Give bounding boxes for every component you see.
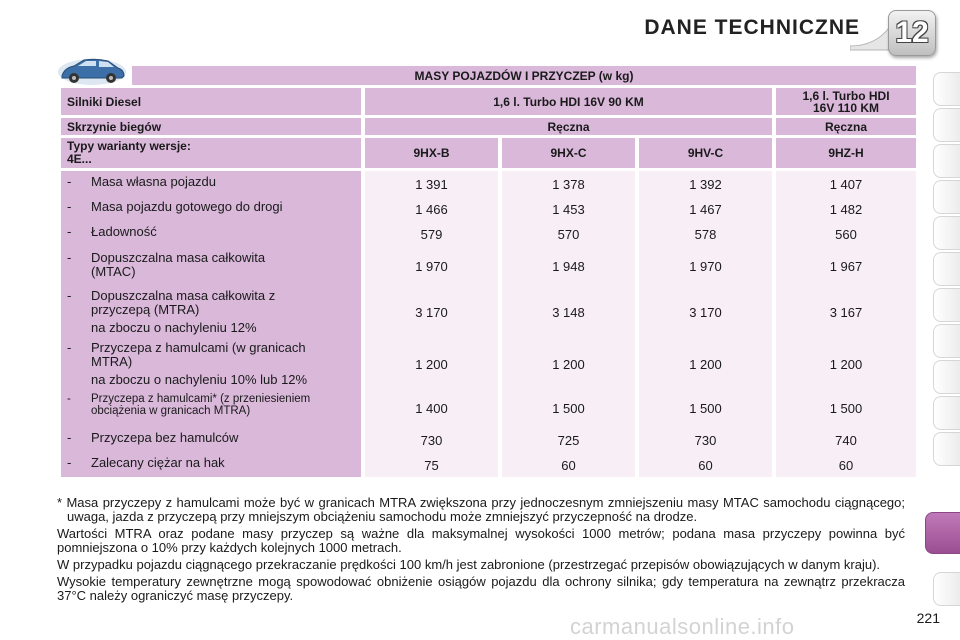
value-cell: 3 170 xyxy=(689,305,722,320)
row-label-text xyxy=(91,200,355,214)
row-dash: - xyxy=(67,224,72,239)
page-number: 221 xyxy=(916,610,940,626)
row-label xyxy=(67,251,355,279)
footnote: * Masa przyczepy z hamulcami może być w granicach MTRA zwiększona przy jednoczesnym zmniejszeniu masy MTAC samochodu ciągnącego; uwaga, jazda z przyczepą przy mniejszym obciążeniu samochodu może zmniejszyć przyczepność na drodze. xyxy=(57,495,905,524)
type-header: 9HV-C xyxy=(639,138,772,168)
value-cell: 1 392 xyxy=(689,177,722,192)
row-dash: - xyxy=(67,455,72,470)
engine-2-line1: 1,6 l. Turbo HDI xyxy=(802,88,890,103)
note-paragraph: Wartości MTRA oraz podane masy przyczep są ważne dla maksymalnej wysokości 1000 metrów; podana masa przyczepy powinna być pomniejszona o 10% przy każdych kolejnych 1000 metrach. xyxy=(57,526,905,555)
chapter-tab[interactable] xyxy=(933,252,960,286)
row-label xyxy=(67,175,355,189)
row-label-line: Przyczepa z hamulcami* (z przeniesieniem xyxy=(91,393,311,405)
row-label-line: na zboczu o nachyleniu 10% lub 12% xyxy=(91,372,308,387)
chapter-tab[interactable] xyxy=(933,324,960,358)
value-cell: 570 xyxy=(557,227,580,242)
value-cell: 1 482 xyxy=(829,202,863,217)
row-label-line: Dopuszczalna masa całkowita xyxy=(91,250,266,265)
row-label xyxy=(67,393,355,417)
row-label-text xyxy=(91,456,355,470)
value-cell: 1 200 xyxy=(689,357,722,372)
value-cell: 3 170 xyxy=(415,305,448,320)
chapter-tab[interactable] xyxy=(933,432,960,466)
value-cell: 75 xyxy=(424,458,439,473)
row-dash: - xyxy=(67,250,72,265)
row-label xyxy=(67,431,355,445)
value-cell: 3 148 xyxy=(552,305,585,320)
value-cell: 579 xyxy=(420,227,443,242)
chapter-tab[interactable] xyxy=(933,288,960,322)
value-cell: 1 407 xyxy=(829,177,863,192)
chapter-tab[interactable] xyxy=(933,216,960,250)
value-cell: 1 200 xyxy=(829,357,863,372)
row-label-line: Ładowność xyxy=(91,224,157,239)
row-label-text xyxy=(91,175,355,189)
gearbox-2: Ręczna xyxy=(776,118,916,135)
chapter-badge: 12 xyxy=(888,10,936,56)
row-label-line: Masa własna pojazdu xyxy=(91,174,217,189)
row-label-text xyxy=(91,341,355,387)
value-cell: 560 xyxy=(835,227,857,242)
values-column xyxy=(365,171,498,477)
types-label xyxy=(61,138,361,168)
note-paragraph: Wysokie temperatury zewnętrzne mogą spowodować obniżenie osiągów pojazdu dla ochrony silnika; gdy temperatura na zewnątrz przekracza 37°C należy ograniczyć masę przyczepy. xyxy=(57,574,905,603)
chapter-tab[interactable] xyxy=(933,108,960,142)
gearbox-label: Skrzynie biegów xyxy=(61,118,361,135)
value-cell: 1 200 xyxy=(552,357,585,372)
engine-2 xyxy=(776,88,916,115)
page-header xyxy=(0,0,960,58)
value-cell: 1 970 xyxy=(689,259,722,274)
values-column xyxy=(776,171,916,477)
section-title: DANE TECHNICZNE xyxy=(644,16,860,39)
type-header: 9HX-C xyxy=(502,138,635,168)
row-label-line: MTRA) xyxy=(91,354,133,369)
row-label xyxy=(67,225,355,239)
row-dash: - xyxy=(67,288,72,303)
chapter-tab[interactable] xyxy=(933,72,960,106)
row-label-text xyxy=(91,251,355,279)
types-label-line1: Typy warianty wersje: xyxy=(67,139,191,153)
row-label-line: Zalecany ciężar na hak xyxy=(91,455,225,470)
row-dash: - xyxy=(67,393,71,405)
value-cell: 60 xyxy=(838,458,854,473)
row-label-line: Przyczepa bez hamulców xyxy=(91,430,239,445)
value-cell: 740 xyxy=(835,433,857,448)
value-cell: 730 xyxy=(694,433,717,448)
value-cell: 1 400 xyxy=(415,401,448,416)
type-header: 9HZ-H xyxy=(776,138,916,168)
row-label-line: Przyczepa z hamulcami (w granicach xyxy=(91,340,306,355)
icon-spacer xyxy=(61,66,128,85)
row-label-line: obciążenia w granicach MTRA) xyxy=(91,405,251,417)
row-label xyxy=(67,341,355,387)
types-label-line2: 4E... xyxy=(67,152,92,166)
engine-2-line2: 16V 110 KM xyxy=(812,100,880,115)
values-column xyxy=(502,171,635,477)
value-cell: 578 xyxy=(694,227,717,242)
gearbox-1: Ręczna xyxy=(365,118,772,135)
value-cell: 60 xyxy=(698,458,713,473)
chapter-tab[interactable] xyxy=(933,144,960,178)
chapter-tab[interactable] xyxy=(933,396,960,430)
row-dash: - xyxy=(67,199,72,214)
value-cell: 3 167 xyxy=(829,305,863,320)
row-dash: - xyxy=(67,340,72,355)
value-cell: 1 500 xyxy=(689,401,722,416)
engine-1: 1,6 l. Turbo HDI 16V 90 KM xyxy=(365,88,772,115)
value-cell: 1 378 xyxy=(552,177,585,192)
row-label xyxy=(67,456,355,470)
row-label-text xyxy=(91,289,355,335)
row-label-line: na zboczu o nachyleniu 12% xyxy=(91,320,257,335)
notes-section xyxy=(57,496,905,606)
chapter-tab[interactable] xyxy=(933,360,960,394)
chapter-tab-strip xyxy=(930,72,960,632)
value-cell: 1 453 xyxy=(552,202,585,217)
row-label-line: (MTAC) xyxy=(91,264,136,279)
value-cell: 725 xyxy=(557,433,580,448)
watermark: carmanualsonline.info xyxy=(570,614,795,639)
vehicle-weights-table xyxy=(57,63,905,480)
chapter-tab[interactable] xyxy=(933,180,960,214)
value-cell: 1 967 xyxy=(829,259,863,274)
value-cell: 1 948 xyxy=(552,259,585,274)
values-column xyxy=(639,171,772,477)
row-label-line: przyczepą (MTRA) xyxy=(91,302,200,317)
row-dash: - xyxy=(67,174,72,189)
row-label xyxy=(67,200,355,214)
row-dash: - xyxy=(67,430,72,445)
value-cell: 1 970 xyxy=(415,259,448,274)
value-cell: 1 500 xyxy=(552,401,585,416)
value-cell: 1 500 xyxy=(829,401,863,416)
type-header: 9HX-B xyxy=(365,138,498,168)
value-cell: 60 xyxy=(561,458,576,473)
row-label xyxy=(67,289,355,335)
row-labels xyxy=(67,171,355,471)
row-label-line: Dopuszczalna masa całkowita z xyxy=(91,288,276,303)
row-label-text xyxy=(91,225,355,239)
chapter-tab-active[interactable] xyxy=(925,512,960,554)
row-label-line: Masa pojazdu gotowego do drogi xyxy=(91,199,283,214)
note-paragraph: W przypadku pojazdu ciągnącego przekraczanie prędkości 100 km/h jest zabronione (przestrzegać przepisów obowiązujących w danym kraju). xyxy=(57,557,881,572)
row-label-text xyxy=(91,393,355,417)
chapter-tab[interactable] xyxy=(933,572,960,606)
value-cell: 730 xyxy=(420,433,443,448)
row-labels-column xyxy=(61,171,361,477)
engines-label: Silniki Diesel xyxy=(61,88,361,115)
value-cell: 1 467 xyxy=(689,202,722,217)
value-cell: 1 466 xyxy=(415,202,448,217)
value-cell: 1 391 xyxy=(415,177,448,192)
value-cell: 1 200 xyxy=(415,357,448,372)
row-label-text xyxy=(91,431,355,445)
table-title: MASY POJAZDÓW I PRZYCZEP (w kg) xyxy=(132,66,916,85)
